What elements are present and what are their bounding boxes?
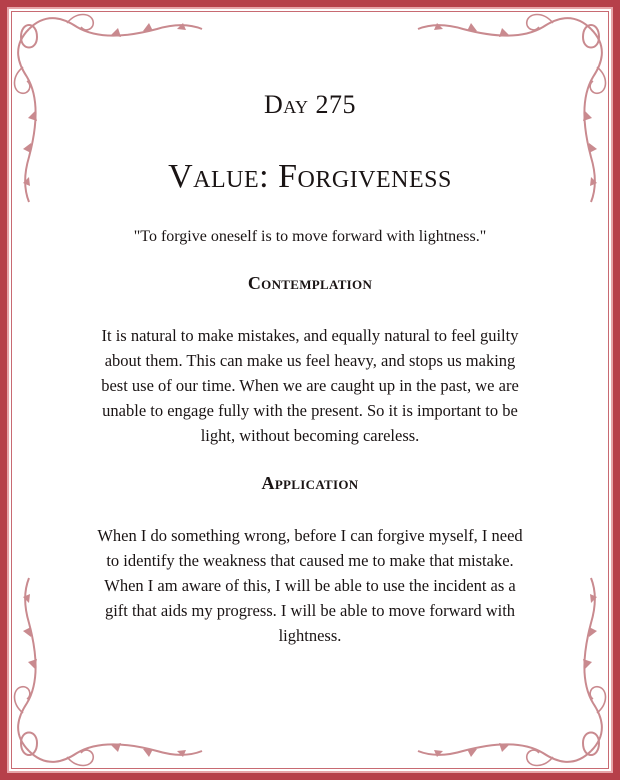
application-line: When I do something wrong, before I can forgive myself, I need	[97, 526, 523, 545]
application-line: to identify the weakness that caused me to make that mistake.	[106, 551, 514, 570]
contemplation-line: It is natural to make mistakes, and equally natural to feel guilty	[101, 326, 519, 345]
contemplation-line: about them. This can make us feel heavy, and stops us making	[104, 351, 516, 370]
application-line: gift that aids my progress. I will be able to move forward with	[104, 601, 516, 620]
application-text	[58, 523, 562, 648]
contemplation-heading: Contemplation	[247, 273, 373, 293]
contemplation-line: unable to engage fully with the present. So it is important to be	[102, 401, 518, 420]
application-line: When I am aware of this, I will be able to use the incident as a	[104, 576, 516, 595]
contemplation-line: best use of our time. When we are caught up in the past, we are	[101, 376, 519, 395]
quote: "To forgive oneself is to move forward with lightness."	[133, 228, 487, 245]
application-line: lightness.	[278, 626, 342, 645]
application-heading: Application	[261, 473, 359, 493]
value-title: Value: Forgiveness	[168, 158, 452, 195]
day-label: Day 275	[263, 90, 357, 119]
contemplation-line: light, without becoming careless.	[200, 426, 420, 445]
contemplation-text	[58, 323, 562, 448]
